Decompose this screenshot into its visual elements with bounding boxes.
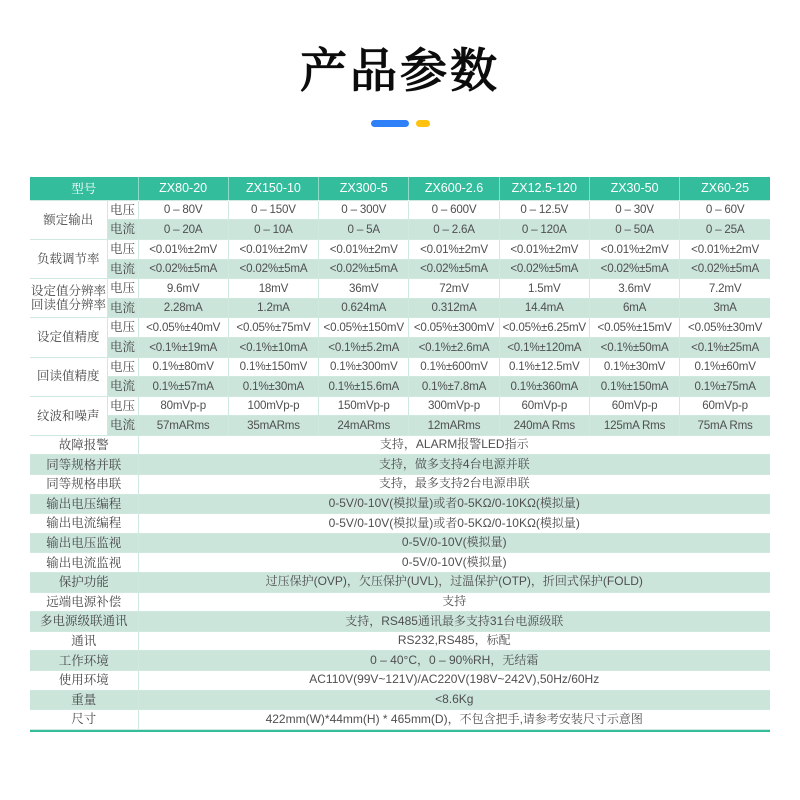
column-header-zx150-10: ZX150-10 [228, 177, 318, 201]
spec-value-cell: 60mVp-p [589, 396, 679, 416]
spec-value-cell: <0.01%±2mV [589, 239, 679, 259]
spec-value-cell: <0.05%±15mV [589, 318, 679, 338]
spec-current-row [30, 259, 770, 279]
spec-value-cell: <0.1%±50mA [589, 337, 679, 357]
spec-value-cell: 0 – 30V [589, 200, 679, 220]
info-row-value: 0 – 40°C，0 – 90%RH，无结霜 [138, 651, 770, 671]
info-row [30, 612, 770, 632]
spec-current-row [30, 298, 770, 318]
spec-group-label-line: 额定输出 [43, 212, 94, 227]
spec-value-cell: 300mVp-p [409, 396, 499, 416]
spec-value-cell: 0.1%±15.6mA [319, 377, 409, 397]
info-row-label: 输出电压监视 [30, 533, 138, 553]
spec-value-cell: 75mA Rms [680, 416, 770, 436]
info-row-label: 使用环境 [30, 671, 138, 691]
column-header-zx12.5-120: ZX12.5-120 [499, 177, 589, 201]
spec-value-cell: 1.5mV [499, 279, 589, 299]
spec-group-label-line: 回读值精度 [36, 369, 100, 384]
spec-group-label-line: 回读值分辨率 [31, 298, 107, 313]
spec-value-cell: 60mVp-p [499, 396, 589, 416]
voltage-sub-label: 电压 [107, 357, 138, 377]
spec-current-row [30, 377, 770, 397]
voltage-sub-label: 电压 [107, 239, 138, 259]
spec-group-label [30, 318, 107, 357]
spec-value-cell: 240mA Rms [499, 416, 589, 436]
spec-voltage-row [30, 357, 770, 377]
spec-value-cell: 0.1%±300mV [319, 357, 409, 377]
spec-value-cell: 0 – 50A [589, 220, 679, 240]
spec-group-label [30, 200, 107, 239]
info-row [30, 631, 770, 651]
spec-value-cell: 0.1%±30mV [589, 357, 679, 377]
info-row-label: 重量 [30, 690, 138, 710]
info-row [30, 651, 770, 671]
spec-value-cell: 0 – 80V [138, 200, 228, 220]
current-sub-label: 电流 [107, 220, 138, 240]
spec-value-cell: 0 – 300V [319, 200, 409, 220]
spec-current-row [30, 337, 770, 357]
spec-group-label [30, 239, 107, 278]
spec-value-cell: <0.1%±2.6mA [409, 337, 499, 357]
info-row-label: 同等规格串联 [30, 475, 138, 495]
info-row [30, 514, 770, 534]
current-sub-label: 电流 [107, 259, 138, 279]
spec-value-cell: 0.1%±600mV [409, 357, 499, 377]
info-row [30, 435, 770, 455]
spec-value-cell: 0.312mA [409, 298, 499, 318]
spec-value-cell: 0.1%±57mA [138, 377, 228, 397]
spec-value-cell: <0.01%±2mV [228, 239, 318, 259]
spec-value-cell: <0.05%±6.25mV [499, 318, 589, 338]
info-row [30, 475, 770, 495]
spec-value-cell: 0 – 150V [228, 200, 318, 220]
spec-value-cell: 150mVp-p [319, 396, 409, 416]
spec-current-row [30, 416, 770, 436]
page-title: 产品参数 [300, 44, 500, 97]
spec-value-cell: 0.1%±7.8mA [409, 377, 499, 397]
spec-value-cell: 0.1%±12.5mV [499, 357, 589, 377]
info-row [30, 671, 770, 691]
spec-value-cell: 0.1%±360mA [499, 377, 589, 397]
info-row-value: 0-5V/0-10V(模拟量) [138, 553, 770, 573]
spec-group-label-line: 设定值分辨率 [31, 283, 107, 298]
spec-value-cell: <0.1%±19mA [138, 337, 228, 357]
spec-value-cell: <0.05%±75mV [228, 318, 318, 338]
spec-value-cell: 0.1%±80mV [138, 357, 228, 377]
info-row-value: <8.6Kg [138, 690, 770, 710]
spec-group-label [30, 357, 107, 396]
info-row-label: 尺寸 [30, 710, 138, 730]
info-row-value: 422mm(W)*44mm(H) * 465mm(D)，不包含把手,请参考安装尺寸示意图 [138, 710, 770, 730]
voltage-sub-label: 电压 [107, 396, 138, 416]
spec-value-cell: 36mV [319, 279, 409, 299]
info-row-label: 输出电流监视 [30, 553, 138, 573]
info-row [30, 592, 770, 612]
info-row-value: AC110V(99V~121V)/AC220V(198V~242V),50Hz/60Hz [138, 671, 770, 691]
spec-value-cell: <0.01%±2mV [499, 239, 589, 259]
info-row [30, 553, 770, 573]
spec-value-cell: 0.1%±150mV [228, 357, 318, 377]
info-row-value: 支持，ALARM报警LED指示 [138, 435, 770, 455]
current-sub-label: 电流 [107, 416, 138, 436]
spec-value-cell: 2.28mA [138, 298, 228, 318]
info-row-value: RS232,RS485，标配 [138, 631, 770, 651]
spec-value-cell: 6mA [589, 298, 679, 318]
spec-value-cell: 12mARms [409, 416, 499, 436]
spec-value-cell: <0.05%±40mV [138, 318, 228, 338]
info-row [30, 690, 770, 710]
info-row [30, 533, 770, 553]
info-row [30, 455, 770, 475]
spec-value-cell: <0.1%±5.2mA [319, 337, 409, 357]
spec-value-cell: 0.1%±30mA [228, 377, 318, 397]
spec-value-cell: 100mVp-p [228, 396, 318, 416]
spec-value-cell: 0 – 5A [319, 220, 409, 240]
spec-value-cell: 0 – 12.5V [499, 200, 589, 220]
info-row-label: 多电源级联通讯 [30, 612, 138, 632]
spec-value-cell: <0.05%±150mV [319, 318, 409, 338]
spec-voltage-row [30, 239, 770, 259]
spec-value-cell: 0.1%±150mA [589, 377, 679, 397]
underline-blue-bar [371, 120, 409, 127]
table-header [30, 177, 770, 201]
info-row-value: 过压保护(OVP)，欠压保护(UVL)，过温保护(OTP)，折回式保护(FOLD) [138, 573, 770, 593]
spec-value-cell: 125mA Rms [589, 416, 679, 436]
spec-value-cell: <0.1%±10mA [228, 337, 318, 357]
product-spec-table [30, 177, 770, 730]
voltage-sub-label: 电压 [107, 318, 138, 338]
spec-current-row [30, 220, 770, 240]
spec-value-cell: <0.02%±5mA [228, 259, 318, 279]
info-row-label: 同等规格并联 [30, 455, 138, 475]
spec-value-cell: 0 – 20A [138, 220, 228, 240]
spec-value-cell: <0.01%±2mV [680, 239, 770, 259]
column-header-model: 型号 [71, 182, 97, 197]
spec-value-cell: 60mVp-p [680, 396, 770, 416]
spec-value-cell: 1.2mA [228, 298, 318, 318]
spec-value-cell: <0.05%±30mV [680, 318, 770, 338]
column-header-zx30-50: ZX30-50 [589, 177, 679, 201]
column-header-zx80-20: ZX80-20 [138, 177, 228, 201]
spec-group-label-line: 纹波和噪声 [36, 408, 100, 423]
spec-voltage-row [30, 200, 770, 220]
spec-group-label [30, 396, 107, 435]
voltage-sub-label: 电压 [107, 200, 138, 220]
spec-group-label-line: 设定值精度 [36, 330, 100, 345]
info-row-label: 保护功能 [30, 573, 138, 593]
info-row [30, 710, 770, 730]
spec-value-cell: 24mARms [319, 416, 409, 436]
title-underline [0, 120, 800, 128]
info-row-value: 0-5V/0-10V(模拟量)或者0-5KΩ/0-10KΩ(模拟量) [138, 514, 770, 534]
spec-value-cell: 0 – 600V [409, 200, 499, 220]
spec-value-cell: 0 – 2.6A [409, 220, 499, 240]
current-sub-label: 电流 [107, 337, 138, 357]
voltage-sub-label: 电压 [107, 279, 138, 299]
spec-group-label [30, 279, 107, 318]
current-sub-label: 电流 [107, 377, 138, 397]
table-body [30, 200, 770, 729]
spec-value-cell: 72mV [409, 279, 499, 299]
info-row-label: 工作环境 [30, 651, 138, 671]
info-row-label: 故障报警 [30, 435, 138, 455]
spec-value-cell: 9.6mV [138, 279, 228, 299]
spec-value-cell: <0.02%±5mA [589, 259, 679, 279]
spec-value-cell: <0.1%±25mA [680, 337, 770, 357]
spec-value-cell: 57mARms [138, 416, 228, 436]
spec-table-wrap [30, 177, 770, 732]
column-header-zx600-2.6: ZX600-2.6 [409, 177, 499, 201]
spec-value-cell: 80mVp-p [138, 396, 228, 416]
column-header-zx60-25: ZX60-25 [680, 177, 770, 201]
spec-value-cell: 18mV [228, 279, 318, 299]
spec-value-cell: 0.1%±75mA [680, 377, 770, 397]
spec-value-cell: 35mARms [228, 416, 318, 436]
spec-value-cell: <0.02%±5mA [499, 259, 589, 279]
info-row-label: 输出电压编程 [30, 494, 138, 514]
spec-value-cell: 7.2mV [680, 279, 770, 299]
spec-value-cell: 0.624mA [319, 298, 409, 318]
info-row-label: 通讯 [30, 631, 138, 651]
current-sub-label: 电流 [107, 298, 138, 318]
info-row [30, 573, 770, 593]
spec-value-cell: 0 – 120A [499, 220, 589, 240]
underline-yellow-bar [416, 120, 430, 127]
info-row-value: 0-5V/0-10V(模拟量)或者0-5KΩ/0-10KΩ(模拟量) [138, 494, 770, 514]
column-header-zx300-5: ZX300-5 [319, 177, 409, 201]
spec-value-cell: 14.4mA [499, 298, 589, 318]
info-row-value: 0-5V/0-10V(模拟量) [138, 533, 770, 553]
spec-value-cell: <0.02%±5mA [319, 259, 409, 279]
spec-value-cell: 0 – 25A [680, 220, 770, 240]
spec-value-cell: <0.02%±5mA [138, 259, 228, 279]
spec-group-label-line: 负载调节率 [36, 251, 100, 266]
info-row-value: 支持 [138, 592, 770, 612]
spec-value-cell: <0.02%±5mA [680, 259, 770, 279]
info-row-value: 支持，做多支持4台电源并联 [138, 455, 770, 475]
spec-value-cell: <0.05%±300mV [409, 318, 499, 338]
spec-value-cell: <0.01%±2mV [319, 239, 409, 259]
spec-value-cell: <0.01%±2mV [138, 239, 228, 259]
spec-voltage-row [30, 318, 770, 338]
info-row-value: 支持，RS485通讯最多支持31台电源级联 [138, 612, 770, 632]
spec-value-cell: 0 – 10A [228, 220, 318, 240]
spec-value-cell: <0.02%±5mA [409, 259, 499, 279]
spec-value-cell: 3mA [680, 298, 770, 318]
spec-value-cell: <0.01%±2mV [409, 239, 499, 259]
info-row-label: 远端电源补偿 [30, 592, 138, 612]
spec-value-cell: 0 – 60V [680, 200, 770, 220]
spec-value-cell: 3.6mV [589, 279, 679, 299]
spec-voltage-row [30, 396, 770, 416]
spec-value-cell: <0.1%±120mA [499, 337, 589, 357]
spec-value-cell: 0.1%±60mV [680, 357, 770, 377]
spec-voltage-row [30, 279, 770, 299]
info-row-value: 支持，最多支持2台电源串联 [138, 475, 770, 495]
model-header-row [30, 177, 770, 201]
info-row-label: 输出电流编程 [30, 514, 138, 534]
info-row [30, 494, 770, 514]
